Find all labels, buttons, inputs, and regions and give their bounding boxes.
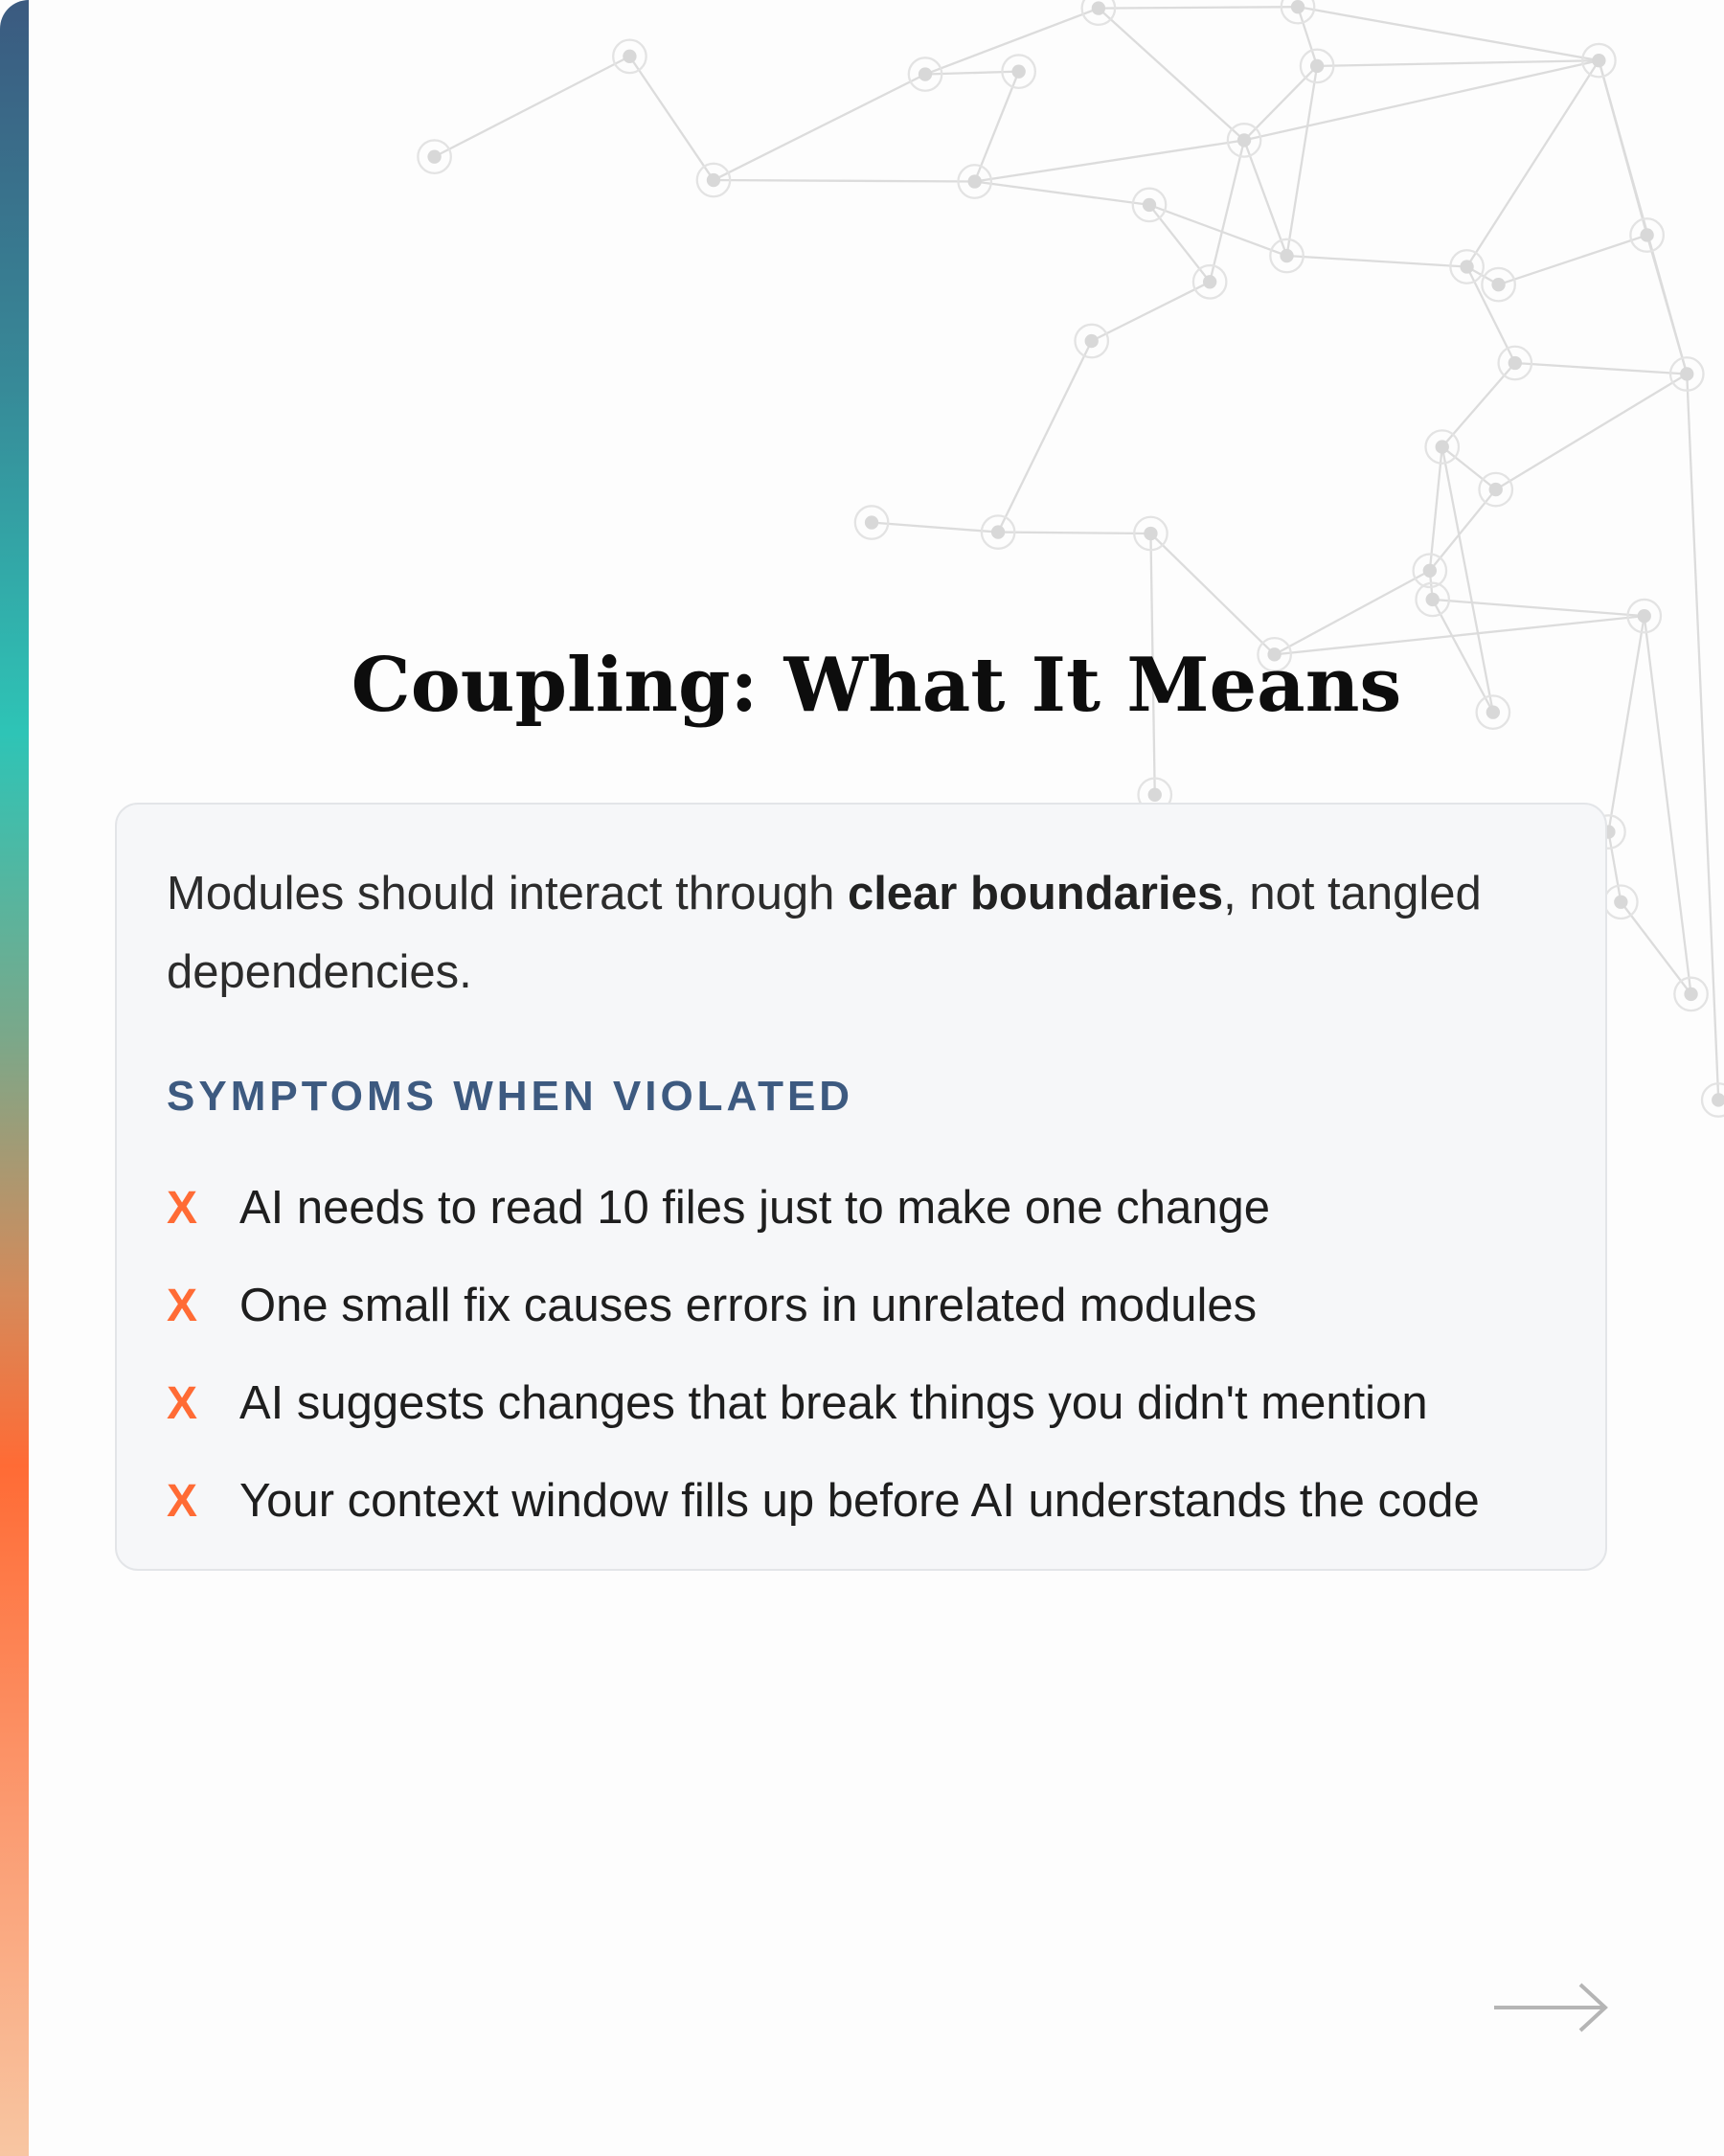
network-node-dot xyxy=(1092,1,1105,14)
symptoms-list xyxy=(167,1159,1480,1550)
network-node-dot xyxy=(1085,334,1099,348)
intro-text: Modules should interact through xyxy=(167,868,848,919)
x-mark-icon: X xyxy=(167,1475,198,1527)
network-edge xyxy=(1433,600,1645,616)
network-edge xyxy=(1608,832,1621,902)
network-node-dot xyxy=(1426,593,1440,606)
network-edge xyxy=(714,75,925,181)
network-edge xyxy=(975,181,1149,204)
network-node-dot xyxy=(1614,896,1627,909)
list-item xyxy=(167,1452,1480,1550)
network-node-dot xyxy=(865,515,878,529)
symptom-text: AI needs to read 10 files just to make one change xyxy=(239,1182,1270,1234)
network-edge xyxy=(435,57,630,157)
network-node-dot xyxy=(707,173,720,187)
network-node-dot xyxy=(1011,64,1025,78)
network-edge xyxy=(1317,60,1599,66)
network-node-dot xyxy=(1684,987,1697,1001)
network-edge xyxy=(1430,447,1442,571)
network-node-dot xyxy=(1592,54,1605,67)
network-edge xyxy=(714,180,975,181)
network-node-dot xyxy=(968,174,982,188)
network-edge xyxy=(629,57,714,180)
network-edge xyxy=(975,72,1019,182)
network-edge xyxy=(1287,66,1318,256)
network-node-dot xyxy=(623,50,636,63)
network-node-dot xyxy=(1640,228,1653,241)
intro-paragraph xyxy=(167,854,1527,1011)
network-edge xyxy=(1499,235,1647,284)
network-node-dot xyxy=(1712,1093,1724,1106)
symptom-text: Your context window fills up before AI understands the code xyxy=(239,1475,1480,1527)
network-node-dot xyxy=(1680,367,1693,380)
network-edge xyxy=(925,72,1019,75)
network-node-dot xyxy=(1144,527,1157,540)
network-node-dot xyxy=(1203,275,1216,288)
network-node-dot xyxy=(919,67,932,80)
symptoms-heading: SYMPTOMS WHEN VIOLATED xyxy=(167,1073,854,1120)
network-edge xyxy=(925,9,1099,75)
x-mark-icon: X xyxy=(167,1377,198,1429)
network-node-dot xyxy=(1460,260,1473,273)
page-title: Coupling: What It Means xyxy=(351,642,1402,729)
network-edge xyxy=(1647,235,1688,374)
network-node-dot xyxy=(991,525,1005,538)
network-node-dot xyxy=(1491,278,1505,291)
network-edge xyxy=(1244,60,1599,140)
network-node-dot xyxy=(1436,440,1449,453)
network-edge xyxy=(1210,140,1244,282)
network-edge xyxy=(1099,7,1298,8)
network-node-dot xyxy=(1143,198,1156,212)
network-edge xyxy=(872,523,998,533)
network-node-dot xyxy=(1237,133,1251,147)
content-card xyxy=(115,803,1607,1571)
network-edge xyxy=(1099,9,1244,141)
network-node-dot xyxy=(1148,788,1162,802)
symptom-text: AI suggests changes that break things you didn't mention xyxy=(239,1377,1428,1429)
list-item xyxy=(167,1354,1480,1452)
network-node-dot xyxy=(427,149,441,163)
network-node-dot xyxy=(1291,0,1304,13)
x-mark-icon: X xyxy=(167,1182,198,1234)
network-node-dot xyxy=(1638,609,1651,623)
network-edge xyxy=(1092,282,1210,341)
x-mark-icon: X xyxy=(167,1280,198,1331)
intro-text-end: , not tangled dependencies. xyxy=(167,868,1482,998)
arrow-right-icon[interactable] xyxy=(1492,1981,1611,2034)
list-item xyxy=(167,1159,1480,1257)
network-edge xyxy=(975,140,1244,181)
network-node-dot xyxy=(1489,483,1503,496)
symptom-text: One small fix causes errors in unrelated modules xyxy=(239,1280,1258,1331)
network-edge xyxy=(1496,374,1688,489)
network-edge xyxy=(1515,363,1687,374)
network-node-dot xyxy=(1508,356,1522,370)
network-edge xyxy=(1467,60,1599,266)
network-edge xyxy=(1150,533,1274,654)
network-node-dot xyxy=(1280,249,1293,262)
network-edge xyxy=(1298,7,1599,60)
network-edge xyxy=(1287,256,1467,266)
intro-bold-text: clear boundaries xyxy=(847,868,1224,919)
network-edge xyxy=(998,341,1092,533)
network-edge xyxy=(1244,140,1286,256)
network-edge xyxy=(1298,7,1317,66)
list-item xyxy=(167,1257,1480,1354)
network-node-dot xyxy=(1423,564,1437,578)
network-node-dot xyxy=(1310,59,1324,73)
